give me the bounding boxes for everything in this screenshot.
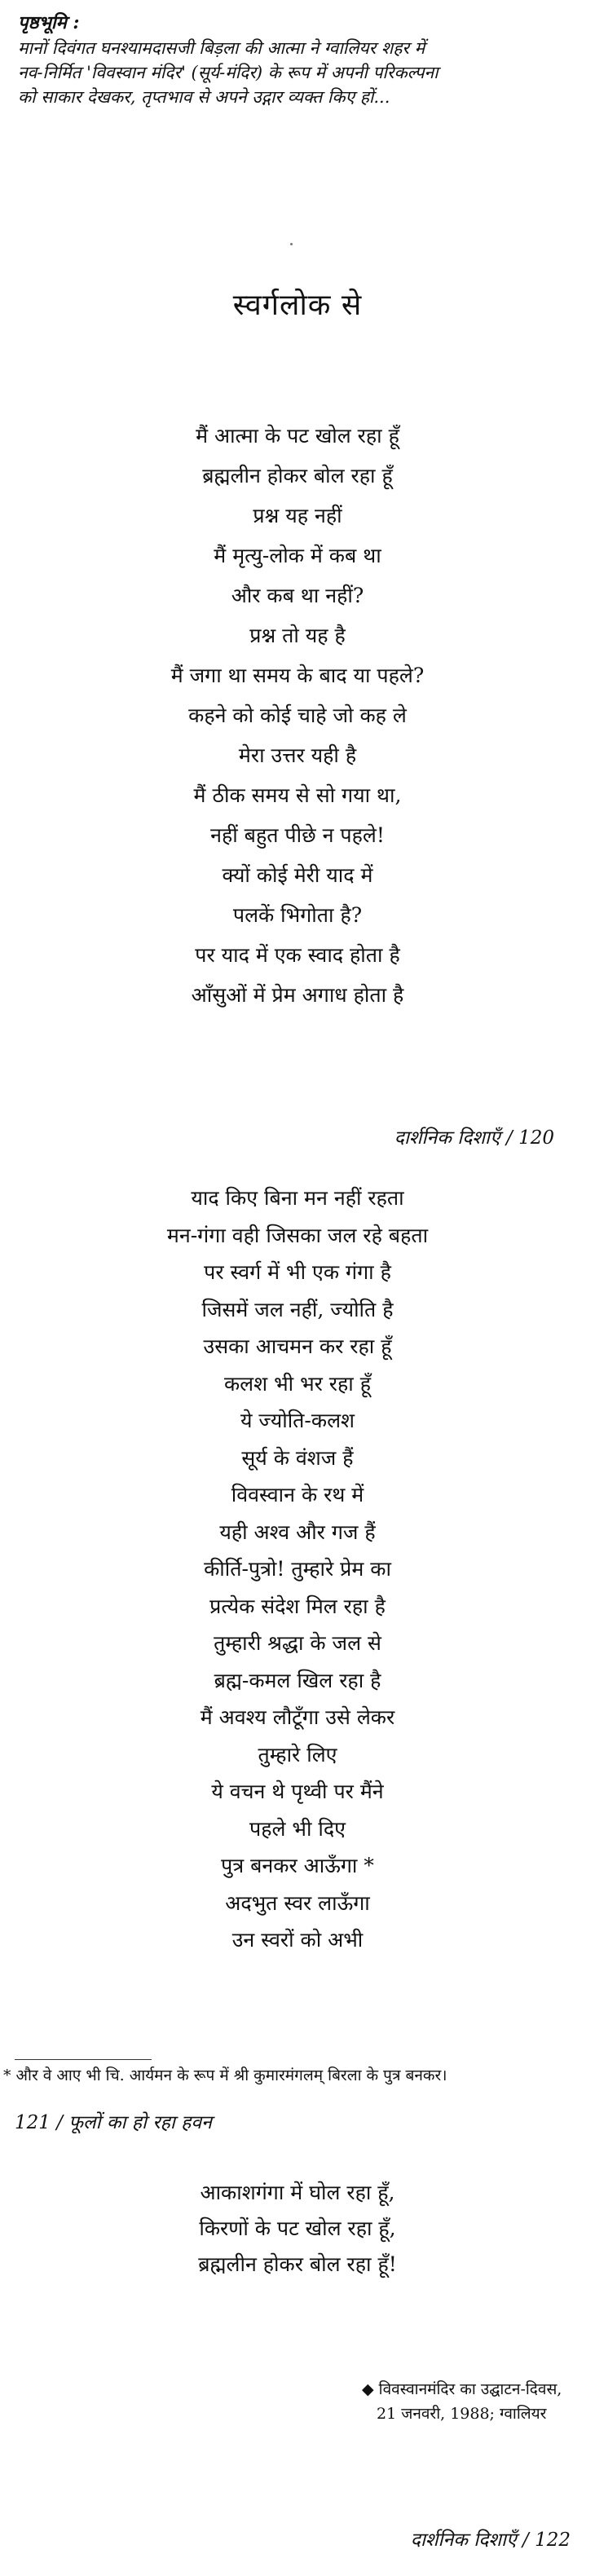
poem-line: मैं जगा था समय के बाद या पहले? (170, 664, 425, 687)
poem-line: यही अश्व और गज हैं (219, 1520, 376, 1544)
poem-line: अदभुत स्वर लाऊँगा (225, 1890, 370, 1915)
poem-line: उन स्वरों को अभी (231, 1928, 364, 1952)
poem-line: उसका आचमन कर रहा हूँ (203, 1334, 392, 1358)
poem-line: पर स्वर्ग में भी एक गंगा है (204, 1260, 391, 1284)
poem-line: कीर्ति-पुत्रो! तुम्हारे प्रेम का (204, 1557, 391, 1581)
poem-line: आँसुओं में प्रेम अगाध होता है (191, 983, 404, 1007)
poem-line: कहने को कोई चाहे जो कह ले (188, 704, 407, 727)
poem-line: ये वचन थे पृथ्वी पर मैंने (211, 1780, 384, 1803)
poem-line: ये ज्योति-कलश (240, 1409, 355, 1432)
background-text (18, 36, 580, 109)
poem-line: पुत्र बनकर आऊँगा * (221, 1854, 374, 1877)
poem-line: पलकें भिगोता है? (232, 903, 363, 927)
page-number-120: दार्शनिक दिशाएँ / 120 (394, 1127, 554, 1149)
background-line: मानों दिवंगत घनश्यामदासजी बिड़ला की आत्मा ने ग्वालियर शहर में (18, 38, 425, 58)
poem-line: किरणों के पट खोल रहा हूँ, (199, 2217, 396, 2240)
poem-line: मेरा उत्तर यही है (238, 743, 357, 767)
poem-line: प्रश्न यह नहीं (253, 504, 342, 527)
scan-mark (290, 243, 293, 245)
footnote-rule (15, 2059, 152, 2060)
poem-title: स्वर्गलोक से (232, 289, 363, 322)
dateline-line: ◆ विवस्वानमंदिर का उद्घाटन-दिवस, (362, 2380, 562, 2398)
poem-line: पहले भी दिए (249, 1816, 346, 1841)
dateline (362, 2377, 582, 2426)
footnote: * और वे आए भी चि. आर्यमन के रूप में श्री कुमारमंगलम् बिरला के पुत्र बनकर। (3, 2067, 447, 2084)
poem-line: तुम्हारे लिए (258, 1742, 337, 1767)
poem-line: पर याद में एक स्वाद होता है (195, 943, 400, 967)
poem-line: मन-गंगा वही जिसका जल रहे बहता (166, 1223, 429, 1247)
poem-stanza-2 (0, 1180, 595, 1959)
poem-line: मैं मृत्यु-लोक में कब था (214, 544, 381, 567)
poem-line: तुम्हारी श्रद्धा के जल से (214, 1631, 381, 1655)
poem-line: जिसमें जल नहीं, ज्योति है (201, 1297, 394, 1321)
poem-line: कलश भी भर रहा हूँ (223, 1371, 372, 1396)
background-line: नव-निर्मित 'विवस्वान मंदिर' (सूर्य-मंदिर) के रूप में अपनी परिकल्पना (18, 63, 439, 82)
poem-line: ब्रह्मलीन होकर बोल रहा हूँ (202, 464, 393, 487)
poem-line: प्रश्न तो यह है (249, 624, 346, 647)
poem-line: सूर्य के वंशज हैं (241, 1445, 354, 1470)
poem-stanza-1 (0, 416, 595, 1015)
poem-line: ब्रह्म-कमल खिल रहा है (214, 1668, 381, 1692)
background-line: को साकार देखकर, तृप्तभाव से अपने उद्गार व्यक्त किए हों... (18, 87, 390, 107)
poem-line: और कब था नहीं? (231, 584, 364, 607)
poem-line: ब्रह्मलीन होकर बोल रहा हूँ! (198, 2252, 397, 2276)
poem-line: मैं ठीक समय से सो गया था, (193, 783, 402, 807)
poem-line: आकाशगंगा में घोल रहा हूँ, (200, 2181, 395, 2204)
poem-line: मैं आत्मा के पट खोल रहा हूँ (196, 424, 399, 448)
poem-line: क्यों कोई मेरी याद में (222, 863, 373, 887)
poem-line: मैं अवश्य लौटूँगा उसे लेकर (200, 1705, 395, 1729)
background-label: पृष्ठभूमि : (18, 12, 80, 33)
poem-line: प्रत्येक संदेश मिल रहा है (209, 1594, 386, 1618)
poem-stanza-3 (0, 2175, 595, 2283)
poem-line: विवस्वान के रथ में (231, 1483, 364, 1506)
poem-line: नहीं बहुत पीछे न पहले! (210, 823, 385, 847)
page-number-121: 121 / फूलों का हो रहा हवन (15, 2112, 212, 2133)
poem-line: याद किए बिना मन नहीं रहता (191, 1186, 404, 1210)
dateline-line: 21 जनवरी, 1988; ग्वालियर (377, 2405, 547, 2423)
page-number-122: दार्शनिक दिशाएँ / 122 (410, 2530, 571, 2551)
